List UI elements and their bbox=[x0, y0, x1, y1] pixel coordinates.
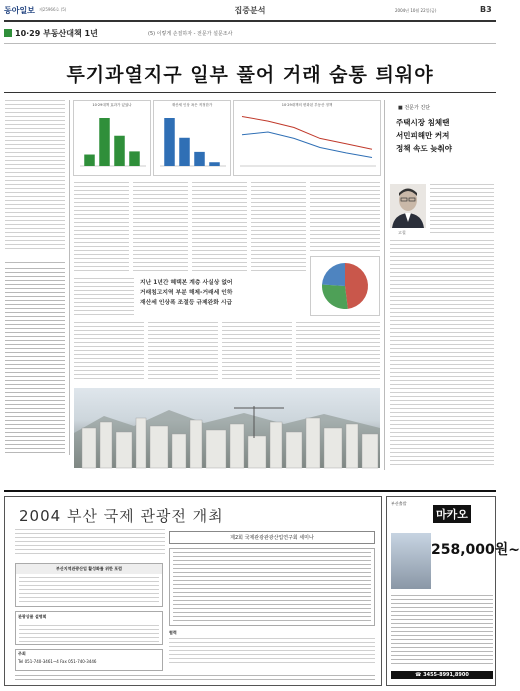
seminar-box bbox=[169, 531, 375, 667]
ad-top-rule bbox=[4, 490, 496, 492]
lead-line-3: 재산세 인상폭 조절등 규제완화 시급 bbox=[140, 300, 233, 306]
pie-slice-1 bbox=[322, 285, 348, 309]
forum-box bbox=[15, 563, 163, 607]
headline: 투기과열지구 일부 풀어 거래 숨통 틔워야 bbox=[66, 64, 434, 86]
partner-label: 협력 bbox=[169, 630, 177, 635]
macau-tag: 부산출발 bbox=[391, 501, 407, 506]
bar-0 bbox=[164, 118, 175, 166]
right-column-rule bbox=[384, 100, 385, 470]
macau-brand: 마카오 bbox=[433, 505, 471, 523]
column-kicker: ■ 전문가 진단 bbox=[398, 105, 431, 111]
page-number: B3 bbox=[480, 5, 492, 14]
chart-2-title: 재산세 인상 폭은 적정한가 bbox=[171, 103, 213, 107]
column-body bbox=[390, 240, 494, 466]
issue-number: 제25966호 (5) bbox=[38, 7, 67, 12]
city-skyline bbox=[74, 388, 380, 468]
forum-body bbox=[19, 577, 159, 605]
contact-label: 주최 bbox=[18, 651, 26, 656]
portrait-icon bbox=[390, 184, 426, 228]
chart-1 bbox=[73, 100, 151, 176]
contact-box bbox=[15, 649, 163, 671]
article-body-col-7 bbox=[74, 322, 144, 382]
bar-2 bbox=[194, 152, 205, 166]
lead-box bbox=[140, 278, 305, 318]
series-tag bbox=[4, 26, 98, 40]
pie-slice-0 bbox=[345, 263, 368, 309]
column-title-line-3: 정책 속도 늦춰야 bbox=[396, 144, 452, 153]
columnist-name: 고철 bbox=[398, 230, 406, 235]
briefing-body bbox=[19, 625, 159, 645]
chart-1-title: 10·29대책 효과가 있었나 bbox=[92, 103, 132, 107]
ad-footer-line bbox=[15, 675, 375, 680]
article-body-col-2 bbox=[133, 182, 188, 272]
article-body-col-5 bbox=[310, 182, 380, 252]
chart-3-plot bbox=[234, 108, 380, 172]
article-body-left bbox=[5, 100, 65, 250]
seminar-title: 제2회 국제관광관광산업연구회 세미나 bbox=[169, 531, 375, 544]
tourism-ad-title: 2004 부산 국제 관광전 개최 bbox=[19, 507, 224, 525]
macau-details bbox=[391, 595, 493, 665]
contact-tel: Tel 051-740-3461~4 Fax 051-740-3446 bbox=[18, 659, 97, 664]
pie-slice-2 bbox=[322, 263, 345, 286]
masthead-logo bbox=[4, 4, 66, 16]
article-body-col-4 bbox=[251, 182, 306, 272]
series-icon bbox=[4, 29, 12, 37]
tourism-ad-intro bbox=[15, 529, 165, 555]
city-photo bbox=[74, 388, 380, 468]
chart-2 bbox=[153, 100, 231, 176]
column-title bbox=[396, 116, 494, 155]
macau-photo bbox=[391, 533, 431, 589]
column-body-top bbox=[430, 184, 494, 236]
chart-4-plot bbox=[311, 257, 379, 315]
macau-ad bbox=[386, 496, 520, 686]
chart-3 bbox=[233, 100, 381, 176]
article-body-col-9 bbox=[222, 322, 292, 382]
briefing-box bbox=[15, 611, 163, 645]
article-body-col-1 bbox=[74, 182, 129, 272]
headline-rule bbox=[4, 92, 496, 93]
column-title-line-1: 주택시장 침체땐 bbox=[396, 118, 450, 127]
lead-line-1: 지난 1년간 혜택본 계층 사실상 없어 bbox=[140, 280, 233, 286]
survey-list bbox=[5, 268, 65, 453]
bar-2 bbox=[114, 136, 125, 166]
lead-line-2: 거래침고지역 부분 해제-거래세 인하 bbox=[140, 290, 233, 296]
article-body-col-3 bbox=[192, 182, 247, 272]
partner-list bbox=[169, 638, 375, 666]
series-rule bbox=[4, 43, 496, 44]
issue-date: 2004년 10월 22일(금) bbox=[395, 8, 437, 13]
tourism-ad bbox=[4, 496, 382, 686]
paper-name: 동아일보 bbox=[4, 4, 35, 15]
bar-3 bbox=[209, 162, 220, 166]
header-rule bbox=[4, 20, 496, 22]
left-column-rule bbox=[69, 100, 70, 455]
macau-price: 258,000원~ bbox=[431, 542, 520, 558]
forum-title: 부산지역관광산업 활성화를 위한 포럼 bbox=[16, 564, 162, 574]
chart-4 bbox=[310, 256, 380, 316]
macau-phone: ☎ 3455-8991,8900 bbox=[391, 671, 493, 679]
columnist-photo bbox=[390, 184, 426, 228]
chart-3-title: 10·29대책의 변화된 부동산 정책 bbox=[281, 103, 333, 107]
article-body-col-6 bbox=[74, 278, 134, 318]
bar-1 bbox=[179, 138, 190, 166]
briefing-title: 관광상품 설명회 bbox=[18, 614, 47, 619]
series-byline: (5) 이렇게 손질하자 - 전문가 설문조사 bbox=[148, 31, 233, 37]
bar-3 bbox=[129, 151, 140, 166]
section-title: 집중분석 bbox=[234, 6, 266, 15]
chart-2-plot bbox=[154, 108, 230, 172]
bar-0 bbox=[84, 155, 95, 166]
series-title: 10·29 부동산대책 1년 bbox=[15, 28, 98, 38]
article-body-col-8 bbox=[148, 322, 218, 382]
seminar-schedule bbox=[173, 552, 371, 622]
article-body-col-10 bbox=[296, 322, 380, 382]
column-title-line-2: 서민피해만 커져 bbox=[396, 131, 450, 140]
seminar-table bbox=[169, 548, 375, 626]
chart-1-plot bbox=[74, 108, 150, 172]
bar-1 bbox=[99, 118, 110, 166]
left-divider bbox=[5, 262, 65, 263]
